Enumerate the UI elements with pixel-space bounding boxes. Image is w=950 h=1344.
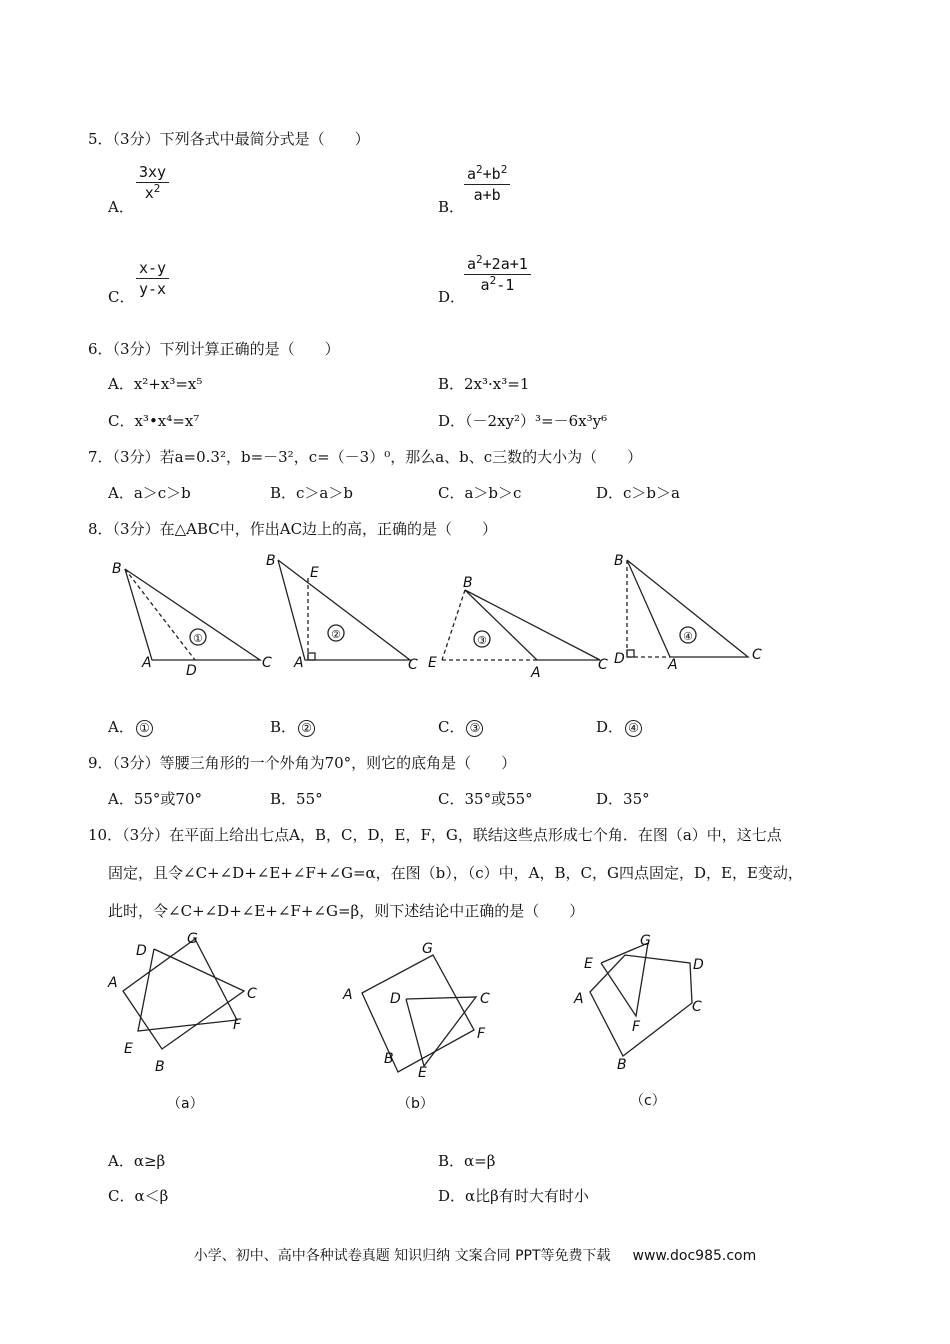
figb-square (362, 955, 474, 1072)
page-footer (0, 1245, 950, 1265)
q5-option-a-label: A． (108, 198, 134, 216)
figc-caption: （c） (630, 1093, 666, 1109)
figb-label-e: E (418, 1065, 427, 1081)
fig4-right-angle (627, 650, 634, 657)
fig3-label-a: A (531, 665, 541, 681)
fig2-label-e: E (310, 565, 319, 581)
fig4-label-b: B (614, 553, 624, 569)
q8-option-b: B． ② (270, 716, 315, 737)
q6-option-b: B．2x³·x³=1 (438, 375, 530, 393)
figc-triangle (601, 943, 648, 1016)
q10-figures (0, 925, 950, 1120)
figb-label-c: C (480, 991, 490, 1007)
fig4-label-d: D (614, 651, 625, 667)
q7-option-a: A．a＞c＞b (108, 484, 191, 502)
fig2-number: ② (331, 628, 341, 641)
q10-option-a: A．α≥β (108, 1152, 166, 1170)
q9-option-a: A．55°或70° (108, 790, 203, 808)
q10-option-c: C．α＜β (108, 1187, 169, 1205)
figa-label-d: D (136, 943, 147, 959)
fig1-number: ① (193, 632, 203, 645)
q5-d-denominator: $a^2-1$ (480, 274, 515, 294)
q7-option-b: B．c＞a＞b (270, 484, 353, 502)
fig1-label-d: D (186, 663, 197, 679)
q5-stem: 5．（3分）下列各式中最简分式是（ ） (88, 130, 370, 148)
q10-option-d: D．α比β有时大有时小 (438, 1187, 589, 1205)
fig1-triangle (125, 569, 260, 660)
figc-label-c: C (692, 999, 702, 1015)
fig2-label-b: B (266, 553, 276, 569)
footer-text: 小学、初中、高中各种试卷真题 知识归纳 文案合同 PPT等免费下载 (193, 1248, 611, 1264)
q5-option-d-fraction (464, 254, 531, 295)
q9-option-d: D．35° (596, 790, 650, 808)
q5-d-numerator: $a^2+2a+1$ (464, 254, 531, 275)
q5-option-c-fraction (136, 258, 169, 299)
figc-label-d: D (693, 957, 704, 973)
figb-label-a: A (343, 987, 353, 1003)
fig2-right-angle (308, 653, 315, 660)
figb-triangle (406, 997, 476, 1066)
figc-label-f: F (632, 1019, 641, 1035)
q5-c-denominator: y-x (139, 280, 167, 298)
fig1-label-b: B (112, 561, 122, 577)
fig1-label-c: C (262, 655, 272, 671)
fig2-label-a: A (294, 655, 304, 671)
q9-option-b: B．55° (270, 790, 323, 808)
q6-option-a: A．x²+x³=x⁵ (108, 375, 203, 393)
figa-label-b: B (155, 1059, 165, 1075)
q9-stem: 9．（3分）等腰三角形的一个外角为70°，则它的底角是（ ） (88, 754, 517, 772)
figb-caption: （b） (397, 1096, 434, 1112)
q8-option-c: C． ③ (438, 716, 483, 737)
q9-option-c: C．35°或55° (438, 790, 533, 808)
q7-option-c: C．a＞b＞c (438, 484, 522, 502)
q5-option-d-label: D． (438, 288, 466, 306)
figa-label-a: A (108, 975, 118, 991)
figa-caption: （a） (167, 1096, 204, 1112)
figa-label-g: G (187, 931, 198, 947)
q8-option-a: A． ① (108, 716, 153, 737)
footer-site-link[interactable]: www.doc985.com (632, 1248, 757, 1264)
fig3-triangle (465, 590, 600, 660)
q5-option-b-label: B． (438, 198, 465, 216)
fig3-height-dashed (442, 590, 465, 660)
figb-label-g: G (422, 941, 433, 957)
q10-line2: 固定，且令∠C+∠D+∠E+∠F+∠G=α，在图（b），（c）中，A，B，C，G四点固定，D，E，E变动， (108, 864, 803, 882)
q5-a-denominator: $x^2$ (144, 182, 161, 202)
q5-option-c-label: C． (108, 288, 135, 306)
q8-stem: 8．（3分）在△ABC中，作出AC边上的高，正确的是（ ） (88, 520, 498, 538)
q8-figures (0, 545, 950, 685)
figc-label-e: E (584, 956, 593, 972)
figb-label-d: D (390, 991, 401, 1007)
fig4-number: ④ (683, 630, 693, 643)
fig3-label-e: E (428, 655, 437, 671)
q5-c-numerator: x-y (136, 258, 169, 279)
fig3-label-c: C (598, 657, 608, 673)
fig1-label-a: A (142, 655, 152, 671)
q6-option-d: D．（－2xy²）³=－6x³y⁶ (438, 412, 608, 430)
figc-label-a: A (574, 991, 584, 1007)
figa-label-e: E (124, 1041, 133, 1057)
fig2-triangle (278, 560, 410, 660)
q10-line1: 10．（3分）在平面上给出七点A，B，C，D，E，F，G，联结这些点形成七个角．在图（a）中，这七点 (88, 826, 782, 844)
fig4-label-a: A (668, 657, 678, 673)
figb-label-f: F (477, 1026, 486, 1042)
q10-line3: 此时，令∠C+∠D+∠E+∠F+∠G=β，则下述结论中正确的是（ ） (108, 902, 585, 920)
figb-label-b: B (384, 1051, 394, 1067)
q7-option-d: D．c＞b＞a (596, 484, 680, 502)
fig3-number: ③ (477, 634, 487, 647)
fig1-height-dashed (125, 569, 195, 660)
fig2-label-c: C (408, 657, 418, 673)
q6-option-c: C．x³•x⁴=x⁷ (108, 412, 200, 430)
q5-option-b-fraction (464, 164, 510, 205)
fig3-label-b: B (463, 575, 473, 591)
q5-a-numerator: 3xy (136, 162, 169, 183)
q5-option-a-fraction (136, 162, 169, 203)
q6-stem: 6．（3分）下列计算正确的是（ ） (88, 340, 340, 358)
figc-label-g: G (640, 933, 651, 949)
q7-stem: 7．（3分）若a=0.3²，b=－3²，c=（－3）⁰，那么a、b、c三数的大小为（ ） (88, 448, 643, 466)
figa-label-f: F (233, 1017, 242, 1033)
q8-option-d: D． ④ (596, 716, 642, 737)
figc-label-b: B (617, 1057, 627, 1073)
q5-b-denominator: a+b (473, 186, 501, 204)
q5-b-numerator: $a^2+b^2$ (464, 164, 510, 185)
fig4-label-c: C (752, 647, 762, 663)
q10-option-b: B．α=β (438, 1152, 496, 1170)
figa-label-c: C (247, 986, 257, 1002)
